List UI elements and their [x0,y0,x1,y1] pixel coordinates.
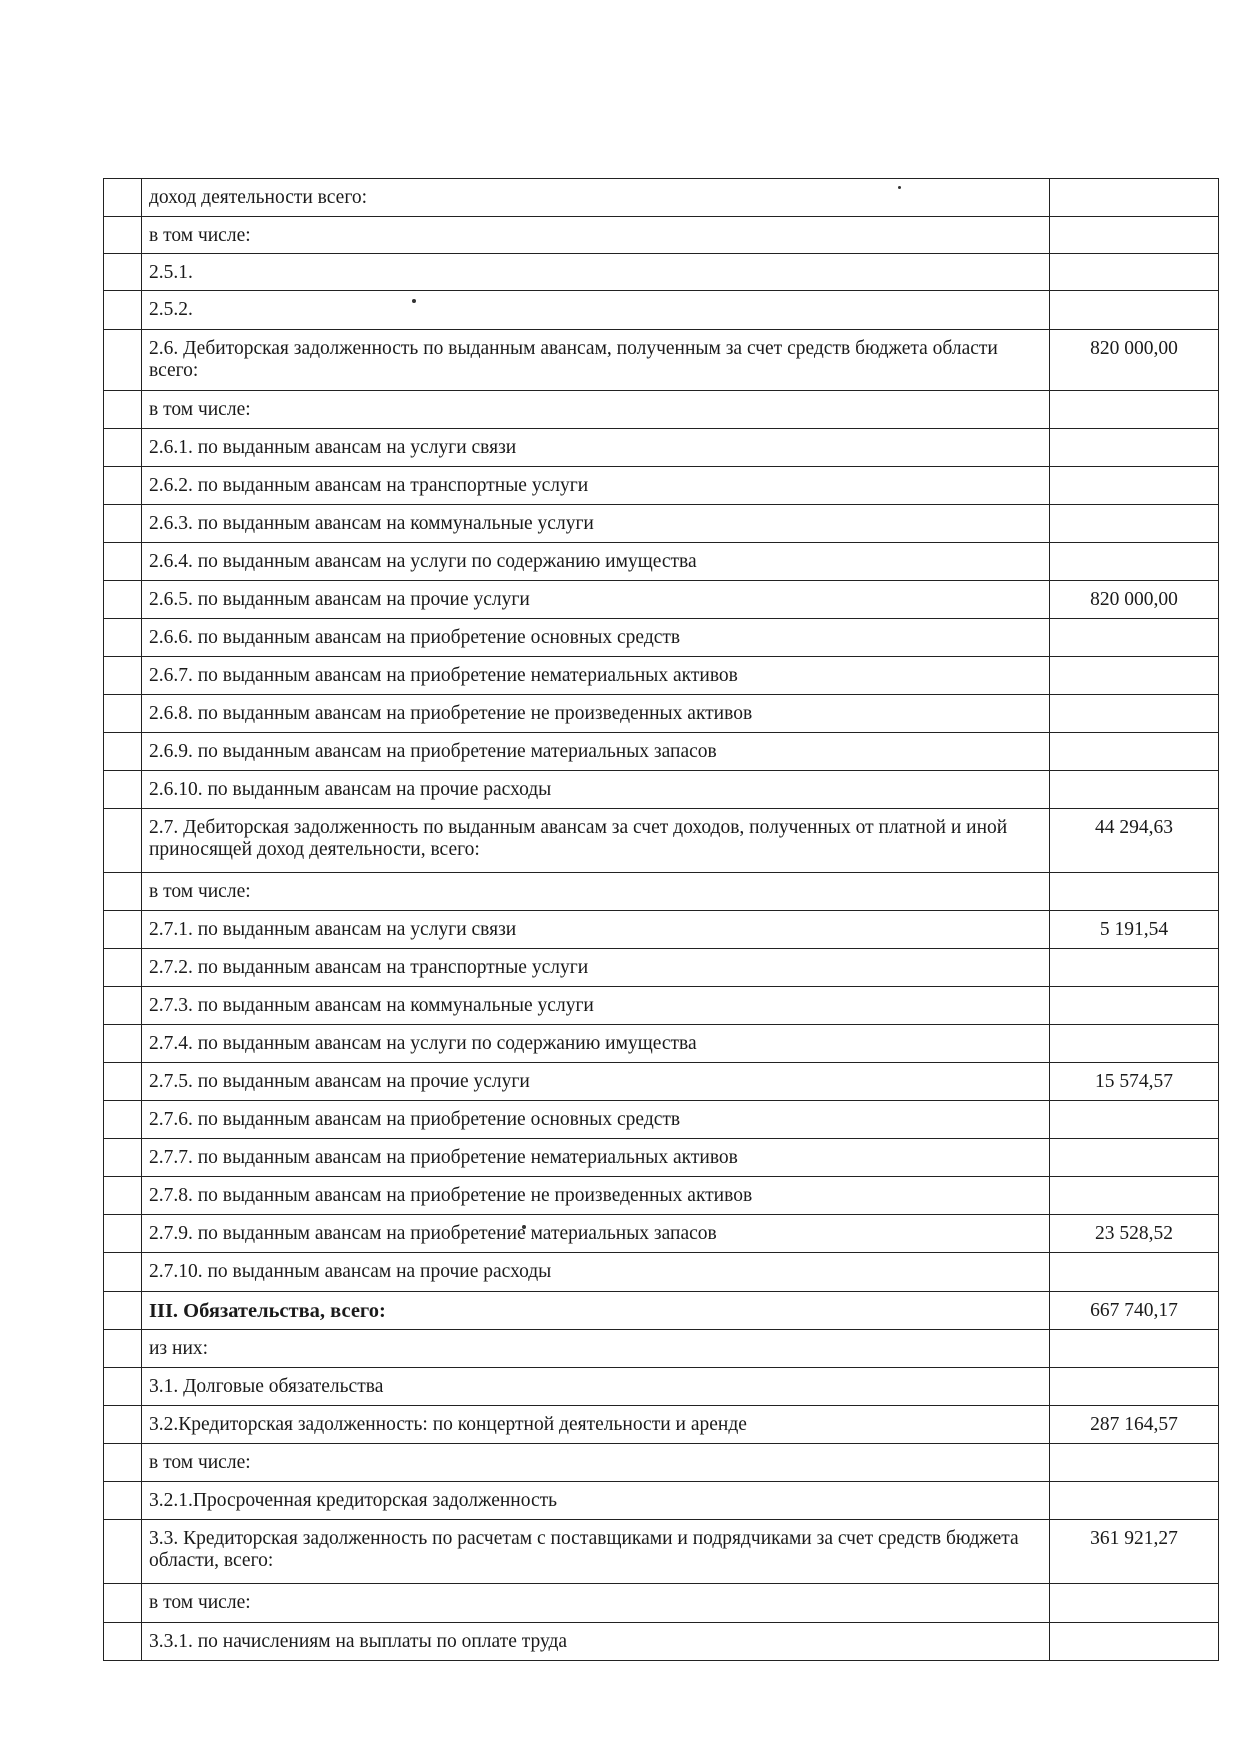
row-value: 44 294,63 [1050,809,1219,873]
row-label: 2.7. Дебиторская задолженность по выданным авансам за счет доходов, полученных от платной и иной приносящей доход деятельности, всего: [142,809,1050,873]
table-row [104,179,1219,217]
table-row [104,1482,1219,1520]
report-table-body [104,179,1219,1661]
table-row [104,254,1219,291]
row-value: 287 164,57 [1050,1406,1219,1444]
row-value [1050,1101,1219,1139]
row-label: 2.6.3. по выданным авансам на коммунальные услуги [142,505,1050,543]
row-label: 2.6.7. по выданным авансам на приобретение нематериальных активов [142,657,1050,695]
row-label: 3.3.1. по начислениям на выплаты по оплате труда [142,1623,1050,1661]
row-label: 2.5.2. [142,291,1050,330]
row-value [1050,391,1219,429]
row-value: 15 574,57 [1050,1063,1219,1101]
row-value [1050,217,1219,254]
table-row [104,873,1219,911]
table-row [104,987,1219,1025]
row-value [1050,429,1219,467]
table-row [104,619,1219,657]
row-label: 2.7.1. по выданным авансам на услуги связи [142,911,1050,949]
row-label: 2.7.2. по выданным авансам на транспортные услуги [142,949,1050,987]
row-value [1050,657,1219,695]
row-label: 2.7.6. по выданным авансам на приобретение основных средств [142,1101,1050,1139]
row-value [1050,987,1219,1025]
row-value [1050,1482,1219,1520]
table-row [104,1623,1219,1661]
table-row [104,505,1219,543]
table-row [104,911,1219,949]
row-value [1050,873,1219,911]
table-row [104,1101,1219,1139]
row-label: 2.6.8. по выданным авансам на приобретение не произведенных активов [142,695,1050,733]
row-label: 2.7.8. по выданным авансам на приобретение не произведенных активов [142,1177,1050,1215]
table-row [104,1025,1219,1063]
row-value: 820 000,00 [1050,581,1219,619]
row-value [1050,1623,1219,1661]
row-label: в том числе: [142,873,1050,911]
row-value [1050,1368,1219,1406]
row-value [1050,1584,1219,1623]
table-row [104,1215,1219,1253]
row-value [1050,291,1219,330]
row-label: 2.7.4. по выданным авансам на услуги по содержанию имущества [142,1025,1050,1063]
row-label: 3.2.1.Просроченная кредиторская задолженность [142,1482,1050,1520]
row-label: 2.6.6. по выданным авансам на приобретение основных средств [142,619,1050,657]
table-row [104,1139,1219,1177]
row-value: 5 191,54 [1050,911,1219,949]
table-row [104,949,1219,987]
row-value [1050,949,1219,987]
row-value: 361 921,27 [1050,1520,1219,1584]
row-value: 667 740,17 [1050,1292,1219,1330]
table-row [104,1177,1219,1215]
row-label: в том числе: [142,1584,1050,1623]
financial-report-table [103,178,1219,1661]
table-row [104,1330,1219,1368]
row-label: 2.6.10. по выданным авансам на прочие расходы [142,771,1050,809]
row-label: доход деятельности всего: [142,179,1050,217]
row-value [1050,1139,1219,1177]
row-label: 2.6.2. по выданным авансам на транспортные услуги [142,467,1050,505]
table-row [104,809,1219,873]
table-row [104,1063,1219,1101]
table-row [104,695,1219,733]
table-row [104,1584,1219,1623]
row-label: 2.6.1. по выданным авансам на услуги связи [142,429,1050,467]
row-label: 2.6. Дебиторская задолженность по выданным авансам, полученным за счет средств бюджета области всего: [142,330,1050,391]
table-row [104,581,1219,619]
row-value [1050,619,1219,657]
table-row [104,467,1219,505]
row-value [1050,1253,1219,1292]
table-row [104,771,1219,809]
table-row [104,1253,1219,1292]
row-label: 2.6.9. по выданным авансам на приобретение материальных запасов [142,733,1050,771]
row-label: 3.1. Долговые обязательства [142,1368,1050,1406]
table-row [104,330,1219,391]
row-label: 2.7.7. по выданным авансам на приобретение нематериальных активов [142,1139,1050,1177]
table-row [104,1520,1219,1584]
row-value: 23 528,52 [1050,1215,1219,1253]
table-row [104,733,1219,771]
row-label: III. Обязательства, всего: [142,1292,1050,1330]
table-row [104,391,1219,429]
row-label: из них: [142,1330,1050,1368]
table-row [104,543,1219,581]
row-label: в том числе: [142,1444,1050,1482]
row-label: в том числе: [142,217,1050,254]
row-label: 2.6.5. по выданным авансам на прочие услуги [142,581,1050,619]
row-value [1050,733,1219,771]
row-value [1050,1177,1219,1215]
table-row [104,1368,1219,1406]
row-value: 820 000,00 [1050,330,1219,391]
row-value [1050,771,1219,809]
table-row [104,1406,1219,1444]
row-value [1050,543,1219,581]
row-label: 2.6.4. по выданным авансам на услуги по содержанию имущества [142,543,1050,581]
table-row [104,1444,1219,1482]
row-label: 2.7.3. по выданным авансам на коммунальные услуги [142,987,1050,1025]
row-label: 3.3. Кредиторская задолженность по расчетам с поставщиками и подрядчиками за счет средств бюджета области, всего: [142,1520,1050,1584]
row-value [1050,254,1219,291]
row-value [1050,1025,1219,1063]
table-row [104,1292,1219,1330]
row-label: 2.7.10. по выданным авансам на прочие расходы [142,1253,1050,1292]
row-label: 2.5.1. [142,254,1050,291]
row-label: в том числе: [142,391,1050,429]
table-row [104,657,1219,695]
row-value [1050,1330,1219,1368]
table-row [104,217,1219,254]
row-value [1050,505,1219,543]
row-label: 2.7.9. по выданным авансам на приобретение материальных запасов [142,1215,1050,1253]
row-value [1050,467,1219,505]
row-label: 3.2.Кредиторская задолженность: по концертной деятельности и аренде [142,1406,1050,1444]
table-row [104,291,1219,330]
row-value [1050,695,1219,733]
row-label: 2.7.5. по выданным авансам на прочие услуги [142,1063,1050,1101]
table-row [104,429,1219,467]
row-value [1050,179,1219,217]
row-value [1050,1444,1219,1482]
